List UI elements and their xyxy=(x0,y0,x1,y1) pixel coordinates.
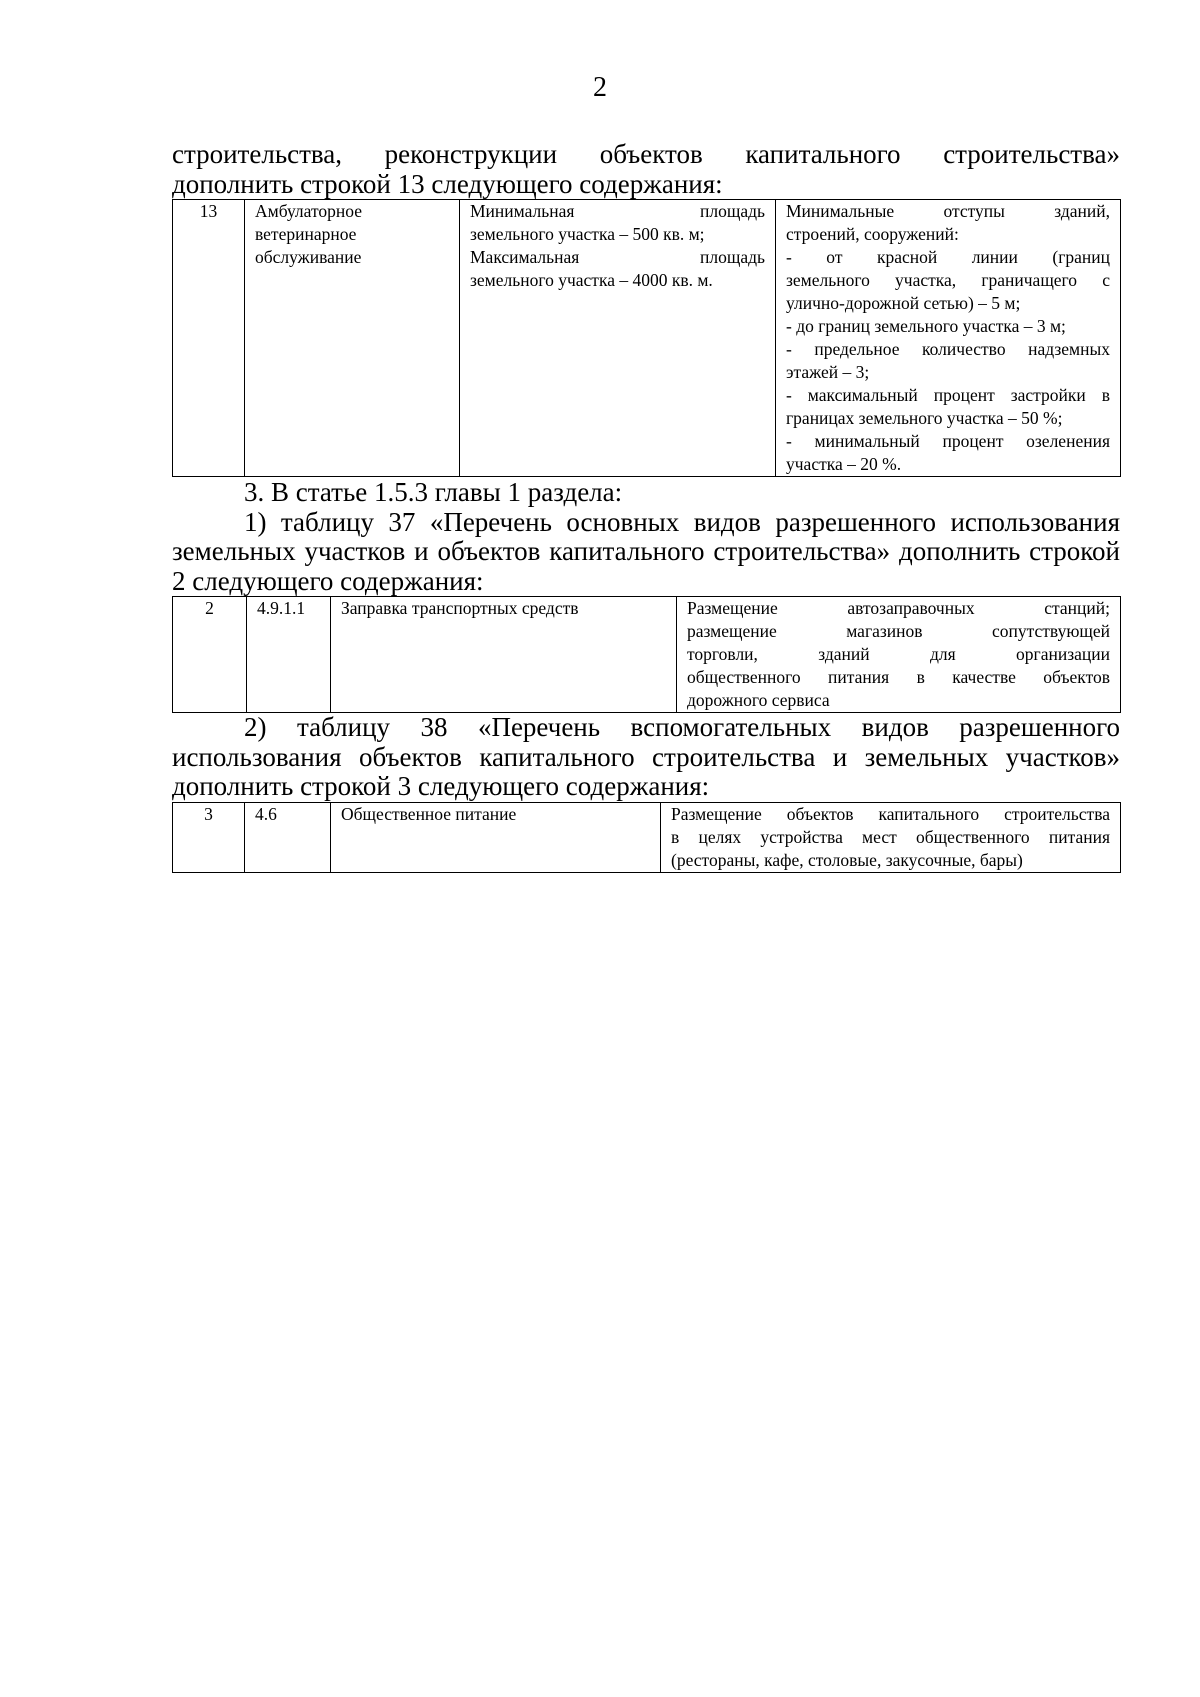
section-3-heading: 3. В статье 1.5.3 главы 1 раздела: xyxy=(244,477,623,507)
row-number: 13 xyxy=(173,200,245,477)
row-number: 3 xyxy=(173,802,245,872)
table-37-row-2 xyxy=(172,596,1121,713)
param-line: - минимальный процент озеленения xyxy=(786,431,1110,451)
desc-line: размещение магазинов сопутствующей xyxy=(687,621,1110,641)
param-line: строений, сооружений: xyxy=(786,224,959,244)
area-line: Максимальная площадь xyxy=(470,247,765,267)
section-3-item-1: 1) таблицу 37 «Перечень основных видов разрешенного использования земельных участков и объектов капитального строительства» дополнить строкой 2 следующего содержания: xyxy=(172,506,1120,596)
param-line: - до границ земельного участка – 3 м; xyxy=(786,316,1066,336)
table-row xyxy=(173,597,1121,713)
desc-line: дорожного сервиса xyxy=(687,690,830,710)
desc-line: в целях устройства мест общественного питания xyxy=(671,826,1110,847)
param-line: - предельное количество надземных xyxy=(786,339,1110,359)
use-name: Заправка транспортных средств xyxy=(331,597,677,713)
table-row xyxy=(173,200,1121,477)
param-line: улично-дорожной сетью) – 5 м; xyxy=(786,293,1021,313)
table-row xyxy=(173,802,1121,872)
desc-line: (рестораны, кафе, столовые, закусочные, бары) xyxy=(671,849,1023,870)
param-line: - максимальный процент застройки в xyxy=(786,385,1110,405)
param-line: участка – 20 %. xyxy=(786,454,902,474)
intro-line-2: дополнить строкой 13 следующего содержания: xyxy=(172,168,723,199)
area-line: земельного участка – 500 кв. м; xyxy=(470,224,705,244)
desc-line: Размещение объектов капитального строительства xyxy=(671,803,1110,824)
param-line: границах земельного участка – 50 %; xyxy=(786,408,1063,428)
area-line: Минимальная площадь xyxy=(470,201,765,221)
desc-line: общественного питания в качестве объектов xyxy=(687,667,1110,687)
use-code: 4.6 xyxy=(245,802,331,872)
desc-line: Размещение автозаправочных станций; xyxy=(687,598,1110,618)
intro-line-1: строительства, реконструкции объектов капитального строительства» xyxy=(172,139,1120,169)
param-line: Минимальные отступы зданий, xyxy=(786,201,1110,221)
param-line: этажей – 3; xyxy=(786,362,870,382)
table-38-row-3 xyxy=(172,802,1121,873)
use-description xyxy=(661,802,1121,872)
page-number: 2 xyxy=(593,72,607,103)
document-body xyxy=(172,140,1120,873)
construction-parameters xyxy=(776,200,1121,477)
desc-line: торговли, зданий для организации xyxy=(687,644,1110,664)
permitted-use-name: Амбулаторное ветеринарное обслуживание xyxy=(245,200,460,477)
table-row-13 xyxy=(172,199,1121,477)
use-code: 4.9.1.1 xyxy=(247,597,331,713)
param-line: земельного участка, граничащего с xyxy=(786,270,1110,290)
use-name: Общественное питание xyxy=(331,802,661,872)
param-line: - от красной линии (границ xyxy=(786,247,1110,267)
area-line: земельного участка – 4000 кв. м. xyxy=(470,270,713,290)
section-3-item-2: 2) таблицу 38 «Перечень вспомогательных видов разрешенного использования объектов капитального строительства и земельных участков» дополнить строкой 3 следующего содержания: xyxy=(172,712,1120,801)
use-description xyxy=(677,597,1121,713)
plot-area-limits xyxy=(460,200,776,477)
row-number: 2 xyxy=(173,597,247,713)
